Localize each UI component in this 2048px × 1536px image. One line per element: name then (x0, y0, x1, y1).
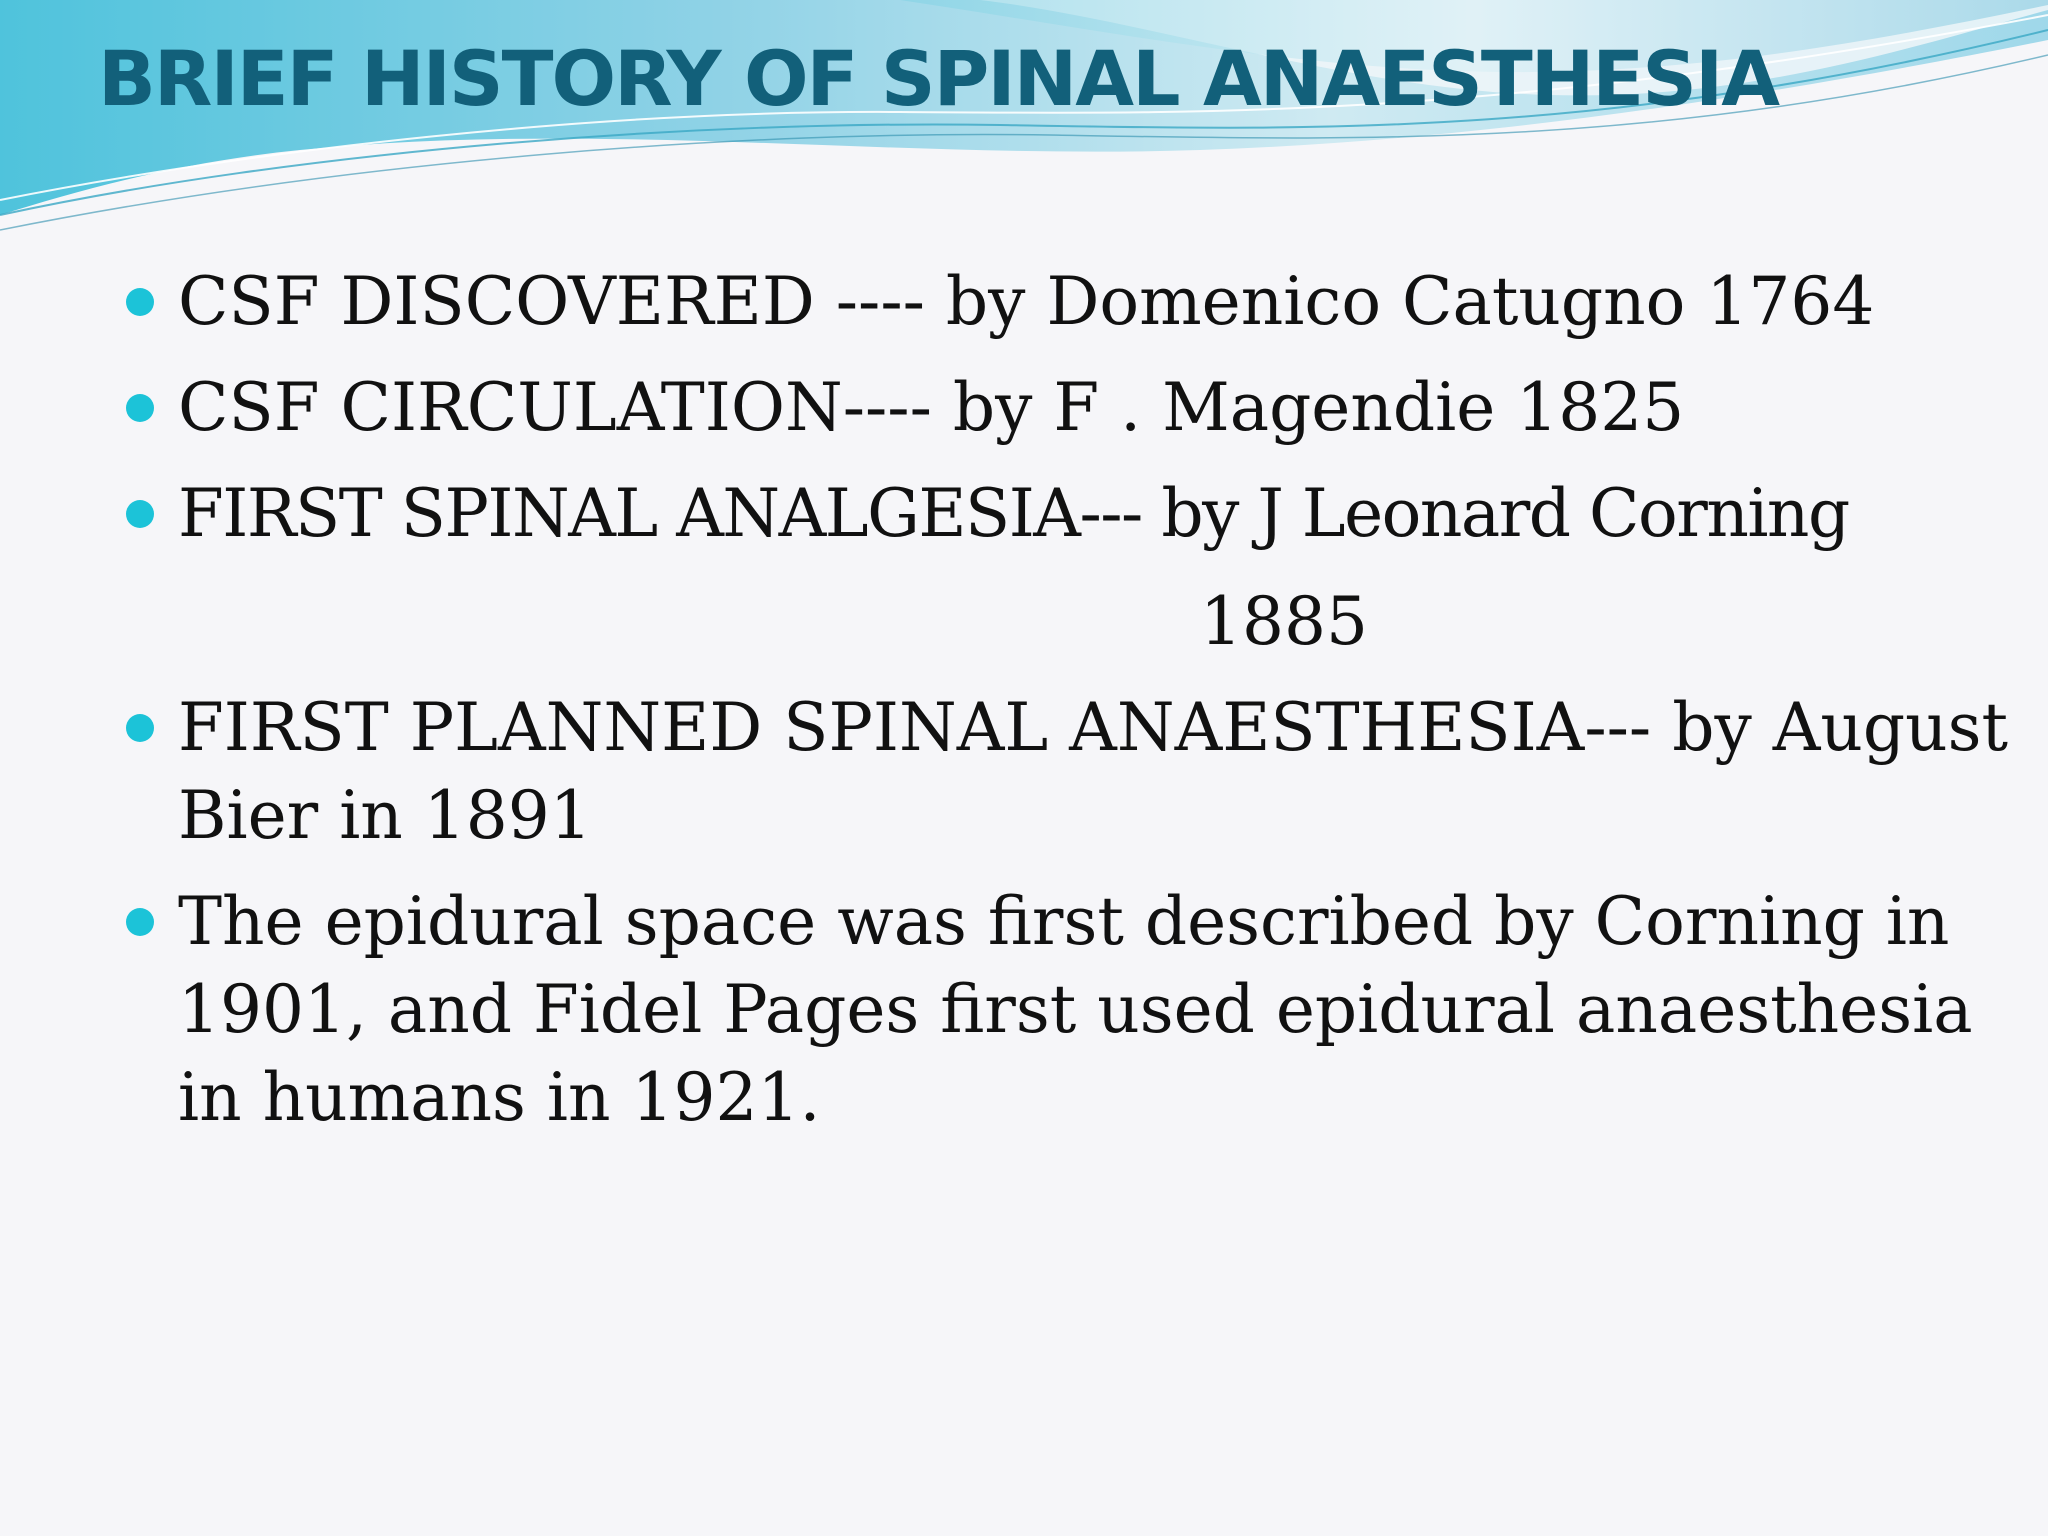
bullet-continued-year: 1885 (1200, 583, 1368, 660)
bullet-item (120, 878, 2018, 1142)
bullet-dot-icon (126, 908, 154, 936)
bullet-dot-icon (126, 288, 154, 316)
bullet-dot-icon (126, 500, 154, 528)
bullet-text: CSF CIRCULATION---- by F . Magendie 1825 (178, 369, 1685, 446)
bullet-text: FIRST SPINAL ANALGESIA--- by J Leonard Corning (178, 475, 1849, 552)
bullet-item (120, 684, 2018, 860)
bullet-item (120, 258, 1980, 346)
bullet-item (120, 470, 1980, 666)
bullet-text: CSF DISCOVERED ---- by Domenico Catugno 1764 (178, 263, 1875, 340)
bullet-dot-icon (126, 394, 154, 422)
bullet-list (120, 258, 2009, 1142)
bullet-text: The epidural space was first described by Corning in 1901, and Fidel Pages first used epidural anaesthesia in humans in 1921. (178, 883, 1973, 1136)
bullet-dot-icon (126, 714, 154, 742)
bullet-text: FIRST PLANNED SPINAL ANAESTHESIA--- by August Bier in 1891 (178, 689, 2009, 854)
slide-title: BRIEF HISTORY OF SPINAL ANAESTHESIA (98, 34, 1779, 123)
bullet-item (120, 364, 1980, 452)
